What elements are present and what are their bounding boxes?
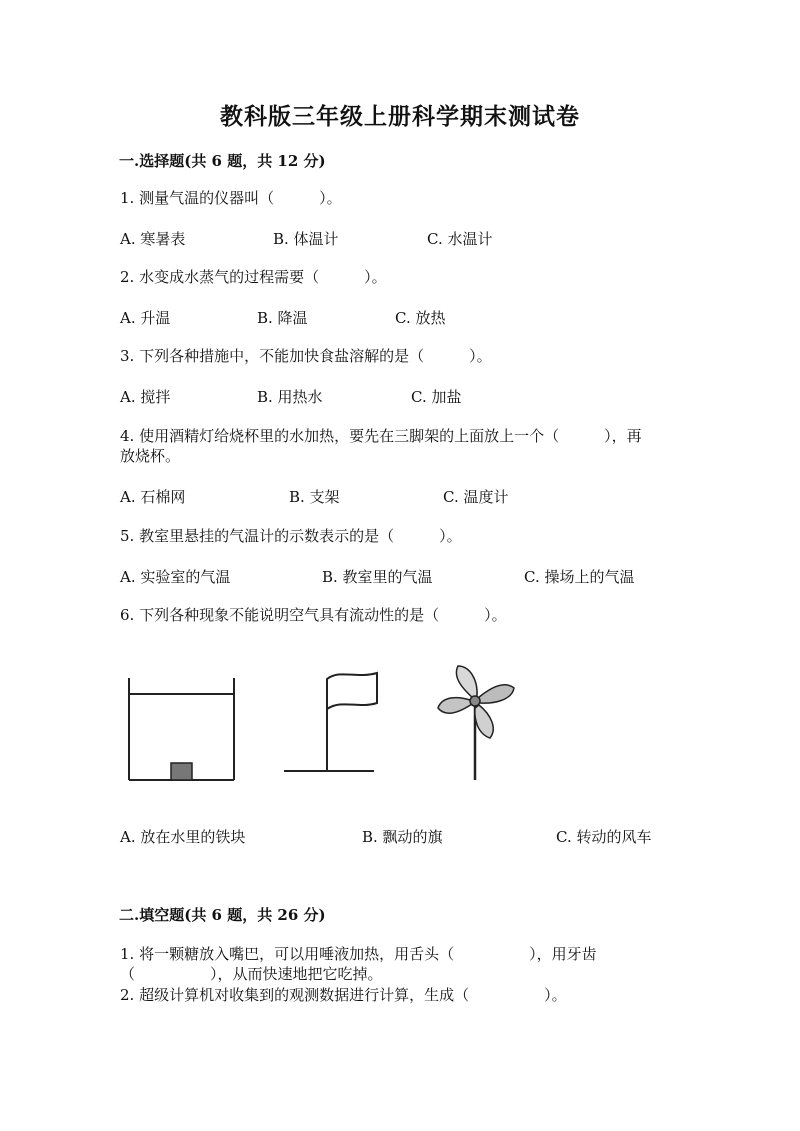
q1-option-a: A. 寒暑表 bbox=[120, 230, 186, 248]
q3-option-b: B. 用热水 bbox=[257, 388, 323, 406]
question-3: 3. 下列各种措施中，不能加快食盐溶解的是（ ）。 bbox=[120, 347, 492, 365]
q3-option-c: C. 加盐 bbox=[411, 388, 462, 406]
question-1: 1. 测量气温的仪器叫（ ）。 bbox=[120, 189, 342, 207]
section-heading-fill-blank: 二.填空题(共 6 题，共 26 分) bbox=[119, 906, 326, 924]
q6-option-b: B. 飘动的旗 bbox=[362, 828, 443, 846]
q4-option-b: B. 支架 bbox=[289, 488, 340, 506]
q5-option-b: B. 教室里的气温 bbox=[322, 568, 433, 586]
q6-option-c: C. 转动的风车 bbox=[556, 828, 652, 846]
question-4-line-1: 4. 使用酒精灯给烧杯里的水加热，要先在三脚架的上面放上一个（ ），再 bbox=[120, 427, 642, 445]
fill-question-2: 2. 超级计算机对收集到的观测数据进行计算，生成（ ）。 bbox=[120, 986, 567, 1004]
q2-option-c: C. 放热 bbox=[395, 309, 446, 327]
q3-option-a: A. 搅拌 bbox=[120, 388, 171, 406]
q2-option-a: A. 升温 bbox=[120, 309, 171, 327]
q5-option-c: C. 操场上的气温 bbox=[524, 568, 635, 586]
q1-option-c: C. 水温计 bbox=[427, 230, 493, 248]
q6-option-a: A. 放在水里的铁块 bbox=[120, 828, 246, 846]
question-2: 2. 水变成水蒸气的过程需要（ ）。 bbox=[120, 268, 387, 286]
fill-question-1-line-2: （ ），从而快速地把它吃掉。 bbox=[120, 965, 383, 983]
pinwheel-illustration bbox=[432, 660, 522, 785]
section-heading-choice: 一.选择题(共 6 题，共 12 分) bbox=[119, 152, 326, 170]
q4-option-a: A. 石棉网 bbox=[120, 488, 186, 506]
q5-option-a: A. 实验室的气温 bbox=[120, 568, 231, 586]
water-tank-iron-block-illustration bbox=[120, 670, 245, 785]
question-6: 6. 下列各种现象不能说明空气具有流动性的是（ ）。 bbox=[120, 606, 507, 624]
fill-question-1-line-1: 1. 将一颗糖放入嘴巴，可以用唾液加热，用舌头（ ），用牙齿 bbox=[120, 945, 597, 963]
q1-option-b: B. 体温计 bbox=[273, 230, 339, 248]
flag-illustration bbox=[278, 663, 398, 778]
question-5: 5. 教室里悬挂的气温计的示数表示的是（ ）。 bbox=[120, 527, 462, 545]
q2-option-b: B. 降温 bbox=[257, 309, 308, 327]
question-4-line-2: 放烧杯。 bbox=[120, 447, 181, 465]
q4-option-c: C. 温度计 bbox=[443, 488, 509, 506]
page-title: 教科版三年级上册科学期末测试卷 bbox=[220, 103, 580, 130]
